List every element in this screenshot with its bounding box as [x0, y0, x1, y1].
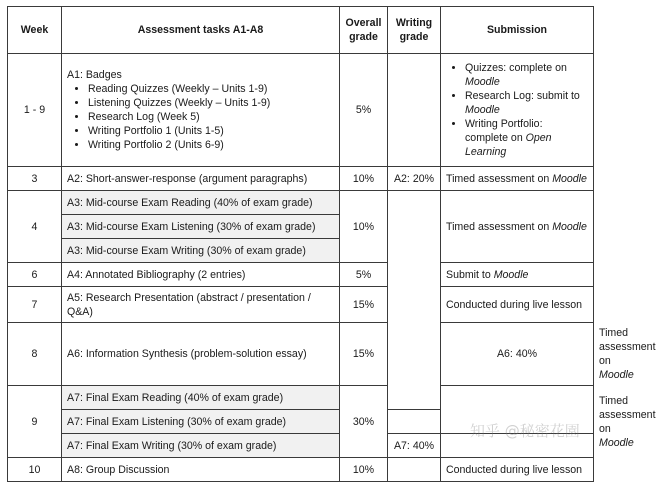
list-item: • Writing Portfolio 2 (Units 6-9) [88, 138, 334, 152]
task-cell: A3: Mid-course Exam Reading (40% of exam grade) [62, 191, 340, 215]
table-row [8, 287, 594, 323]
overall-cell: 10% [340, 191, 388, 263]
submission-cell: Submit to Moodle [441, 263, 594, 287]
task-cell: A3: Mid-course Exam Writing (30% of exam grade) [62, 239, 340, 263]
week-cell: 7 [8, 287, 62, 323]
table-row [8, 167, 594, 191]
table-row: 8 A6: Information Synthesis (problem-solution essay) 15% A6: 40% Timed assessment on Moodle [8, 323, 594, 386]
list-item: • Research Log: submit to Moodle [465, 89, 588, 117]
writing-cell [388, 458, 441, 482]
list-item: • Listening Quizzes (Weekly – Units 1-9) [88, 96, 334, 110]
header-week: Week [8, 7, 62, 54]
list-item: • Research Log (Week 5) [88, 110, 334, 124]
list-item: • Writing Portfolio: complete on Open Learning [465, 117, 588, 159]
task-cell: A8: Group Discussion [62, 458, 340, 482]
header-row [8, 7, 594, 54]
header-tasks: Assessment tasks A1-A8 [62, 7, 340, 54]
list-item: • Quizzes: complete on Moodle [465, 61, 588, 89]
list-item: • Writing Portfolio 1 (Units 1-5) [88, 124, 334, 138]
overall-cell: 5% [340, 54, 388, 167]
task-cell [62, 54, 340, 167]
submission-cell: Timed assessment on Moodle [441, 191, 594, 263]
writing-cell: A2: 20% [388, 167, 441, 191]
week-cell: 8 [8, 323, 62, 386]
overall-cell: 5% [340, 263, 388, 287]
task-cell: A3: Mid-course Exam Listening (30% of exam grade) [62, 215, 340, 239]
writing-cell: A6: 40% [441, 323, 594, 386]
week-cell: 3 [8, 167, 62, 191]
task-list [67, 82, 334, 152]
task-cell: A2: Short-answer-response (argument paragraphs) [62, 167, 340, 191]
header-overall: Overall grade [340, 7, 388, 54]
week-cell: 9 [8, 386, 62, 458]
week-cell: 4 [8, 191, 62, 263]
assessment-table [7, 6, 656, 482]
writing-cell: A7: 40% [388, 434, 441, 458]
overall-cell: 15% [340, 323, 388, 386]
task-cell: A7: Final Exam Writing (30% of exam grade) [62, 434, 340, 458]
task-cell: A6: Information Synthesis (problem-solution essay) [62, 323, 340, 386]
header-writing: Writing grade [388, 7, 441, 54]
submission-cell: Timed assessment on Moodle [441, 167, 594, 191]
task-cell: A7: Final Exam Reading (40% of exam grade) [62, 386, 340, 410]
table-row [8, 458, 594, 482]
week-cell: 10 [8, 458, 62, 482]
watermark: 知乎 @秘密花園 [470, 422, 580, 440]
submission-cell: Conducted during live lesson [441, 458, 594, 482]
list-item: • Reading Quizzes (Weekly – Units 1-9) [88, 82, 334, 96]
table-row: 9 A7: Final Exam Reading (40% of exam grade) 30% Timed assessment on Moodle [8, 386, 594, 410]
overall-cell: 10% [340, 167, 388, 191]
submission-cell [441, 54, 594, 167]
overall-cell: 30% [340, 386, 388, 458]
writing-cell [388, 191, 441, 410]
submission-list [446, 61, 588, 159]
header-submission: Submission [441, 7, 594, 54]
overall-cell: 10% [340, 458, 388, 482]
task-cell: A5: Research Presentation (abstract / presentation / Q&A) [62, 287, 340, 323]
week-cell: 6 [8, 263, 62, 287]
table-row [8, 191, 594, 215]
task-cell: A7: Final Exam Listening (30% of exam grade) [62, 410, 340, 434]
overall-cell: 15% [340, 287, 388, 323]
submission-cell: Conducted during live lesson [441, 287, 594, 323]
task-cell: A4: Annotated Bibliography (2 entries) [62, 263, 340, 287]
task-title: A1: Badges [67, 69, 122, 81]
week-cell: 1 - 9 [8, 54, 62, 167]
writing-cell [388, 54, 441, 167]
table-row [8, 54, 594, 167]
table-row [8, 263, 594, 287]
